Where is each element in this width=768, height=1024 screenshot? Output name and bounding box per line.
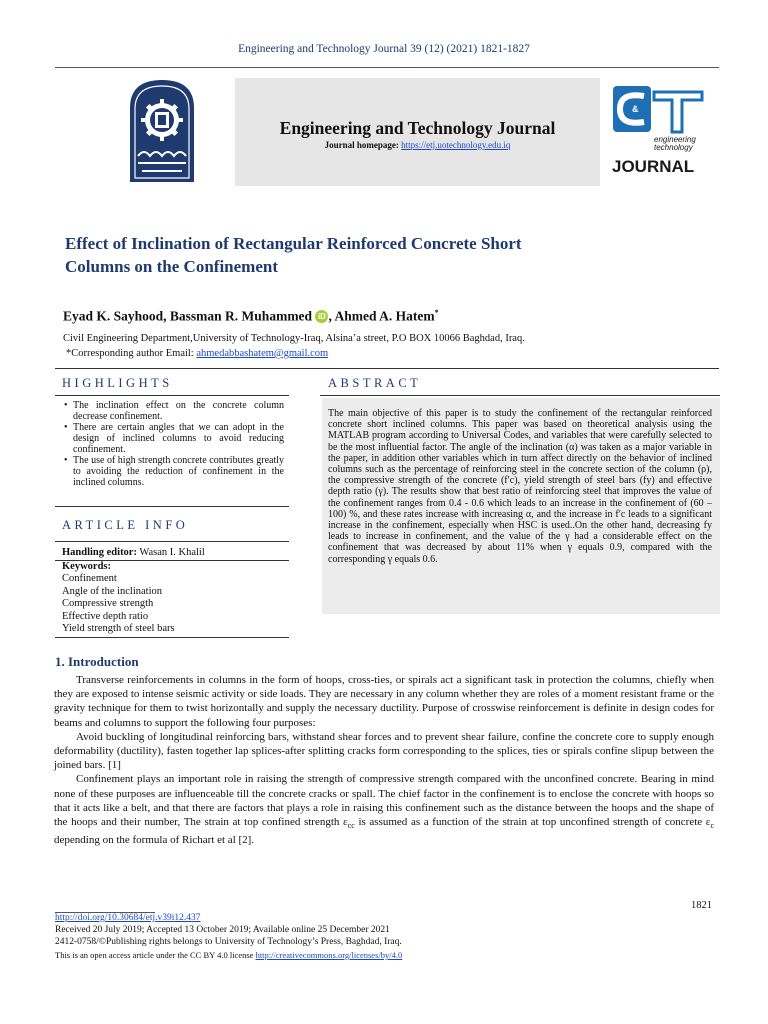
license-line [55, 950, 402, 961]
keyword: Confinement [62, 573, 117, 584]
title-line-2: Columns on the Confinement [65, 257, 278, 276]
highlights-heading: HIGHLIGHTS [62, 376, 173, 390]
paragraph-text: depending on the formula of Richart et al [2]. [54, 834, 255, 847]
subscript: c [710, 821, 714, 831]
title-line-1: Effect of Inclination of Rectangular Reinforced Concrete Short [65, 234, 522, 253]
keywords-label: Keywords: [62, 560, 111, 572]
doi-link[interactable]: http://doi.org/10.30684/etj.v39i12.437 [55, 913, 201, 923]
paragraph-text: is assumed as a function of the strain at top unconfined strength of concrete ε [354, 816, 711, 829]
keyword: Yield strength of steel bars [62, 623, 175, 634]
introduction-heading: 1. Introduction [55, 654, 139, 669]
author-list [63, 308, 439, 325]
editor-label: Handling editor: [62, 547, 137, 558]
highlight-item: • There are certain angles that we can adopt in the design of inclined columns to avoid reducing confinement. [62, 422, 284, 455]
highlight-item: • The use of high strength concrete contributes greatly to avoiding the reduction of confinement in the inclined columns. [62, 455, 284, 488]
paragraph: Avoid buckling of longitudinal reinforcing bars, withstand shear forces and to prevent shear failure, confine the concrete core to supply enough deformability (ductility), fasten together lap splices-after splitting cracks form corresponding to the splices, ties or spirals confine slipup between the joined bars. [1] [54, 730, 714, 772]
university-logo [124, 78, 200, 186]
abstract-panel [322, 398, 720, 614]
corresponding-mark: * [434, 308, 439, 317]
orcid-icon[interactable]: iD [315, 310, 328, 323]
corresponding-email[interactable]: ahmedabbashatem@gmail.com [196, 348, 329, 359]
keyword: Angle of the inclination [62, 585, 163, 597]
author-3: , Ahmed A. Hatem [328, 308, 435, 324]
paragraph: Transverse reinforcements in columns in the form of hoops, cross-ties, or spirals act a significant task in protection the columns, chiefly when they are exposed to intense seismic activity or side loads. They are necessary in any column whether they are roles of a moment resistant frame or the gravity technique for them to twist horizontally and supply the necessary ductility. Purpose of crosswise reinforcement is definite in design codes for beams and columns to support the following four purposes: [54, 674, 714, 729]
logo-line1: engineering [654, 135, 696, 144]
abstract-divider [320, 395, 720, 396]
license-link[interactable]: http://creativecommons.org/licenses/by/4.0 [255, 950, 403, 960]
highlight-item: • The inclination effect on the concrete column decrease confinement. [62, 400, 284, 422]
article-info-bottom-divider [55, 637, 289, 638]
highlights-divider [55, 395, 289, 396]
journal-name: Engineering and Technology Journal [279, 118, 556, 138]
paragraph-text: Confinement plays an important role in raising the strength of compressive strength compared with the unconfined concrete. Bearing in mind none of these purposes are influenceable till the concrete cracks or spall. The chief factor in the confinement is to enclose the concrete with hoops so that it acts like a belt, and that there are factors that plays a role in raising this confinement such as the distance between the hoops and the shape of the hoops and their number, The strain at top confined strength ε [54, 773, 714, 829]
article-title [65, 232, 665, 278]
license-text: This is an open access article under the CC BY 4.0 license [55, 950, 256, 960]
article-info [62, 547, 284, 636]
paragraph [54, 772, 714, 847]
highlights-list [62, 400, 284, 488]
header-divider [55, 67, 719, 68]
handling-editor [62, 547, 284, 560]
section-divider [55, 368, 719, 369]
issn-rights: 2412-0758/©Publishing rights belongs to University of Technology’s Press, Baghdad, Iraq. [55, 937, 402, 947]
abstract-heading: ABSTRACT [328, 376, 422, 390]
logo-word: JOURNAL [612, 157, 695, 176]
received-dates: Received 20 July 2019; Accepted 13 October 2019; Available online 25 December 2021 [55, 925, 390, 935]
svg-text:&: & [632, 104, 639, 114]
journal-homepage [235, 140, 600, 150]
corresponding-author [66, 348, 328, 359]
journal-logo [610, 84, 706, 180]
author-2: Bassman R. Muhammed [169, 308, 313, 324]
corresponding-label: *Corresponding author Email: [66, 348, 194, 359]
editor-name: Wasan I. Khalil [136, 547, 205, 558]
keyword: Compressive strength [62, 598, 154, 609]
introduction-body [54, 673, 714, 848]
keyword: Effective depth ratio [62, 610, 149, 622]
highlights-bottom-divider [55, 506, 289, 507]
journal-banner [235, 78, 600, 186]
author-1: Eyad K. Sayhood, [63, 308, 170, 324]
homepage-label: Journal homepage: [324, 140, 399, 150]
running-header: Engineering and Technology Journal 39 (12) (2021) 1821-1827 [238, 43, 530, 55]
logo-line2: technology [654, 143, 693, 152]
article-info-divider [55, 541, 289, 542]
subscript: cc [347, 821, 355, 831]
homepage-link[interactable]: https://etj.uotechnology.edu.iq [401, 140, 511, 150]
article-info-heading: ARTICLE INFO [62, 518, 189, 532]
abstract-text: The main objective of this paper is to study the confinement of the rectangular reinforced concrete short inclined columns. This paper was based on theoretical analysis using the MATLAB program according to Universal Codes, and variables that were carefully selected to be the most influential factor. The angle of the inclination (α) was taken as a major variable in the paper, in addition other variables which in turn affect directly on the behavior of inclined columns such as the percentage of reinforcing steel in the concrete section of the column (ρ), the compressive strength of the concrete (f′c), yield strength of steel bars (fy) and effective depth ratio (γ). The results show that best ratio of reinforcing steel that improves the value of the confinement ranges from 0.4 - 0.6 which leads to an increase in the confinement of (60 – 100) %, and these rates increase with increasing α, and the increase in f′c leads to a significant increase in the confinement, especially when HSC is used..On the other hand, decreasing fy leads to increase in confinement, and the value of the γ had a considerable effect on the confinement that was decreased by about 11% when γ equals 0.9, compared with the corresponding γ equals 0.6. [328, 408, 712, 565]
page-number: 1821 [691, 900, 712, 911]
affiliation: Civil Engineering Department,University of Technology-Iraq, Alsina’a street, P.O BOX 10066 Baghdad, Iraq. [63, 333, 525, 344]
